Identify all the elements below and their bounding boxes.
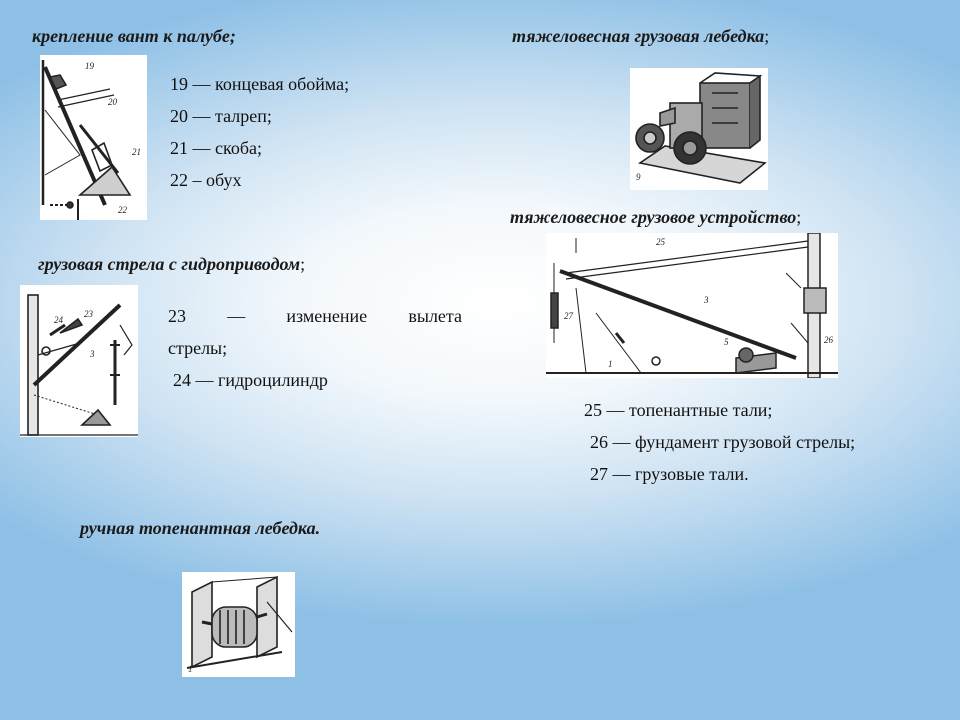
heading-text: крепление вант к палубе; xyxy=(32,26,236,46)
fig-label-24: 24 xyxy=(54,315,63,325)
legend-line: 24 — гидроцилиндр xyxy=(173,370,328,390)
hand-winch-drawing xyxy=(182,572,295,677)
fig-label-5: 5 xyxy=(724,337,729,347)
heading-heavy-cargo-device xyxy=(510,207,801,228)
fig-label-19: 19 xyxy=(85,61,94,71)
legend-item: 27 — грузовые тали. xyxy=(590,464,749,484)
fig-label-20: 20 xyxy=(108,97,117,107)
fig-label-3: 3 xyxy=(90,349,95,359)
fig-label-22: 22 xyxy=(118,205,127,215)
legend-word: вылета xyxy=(408,306,462,326)
fig-label-26: 26 xyxy=(824,335,833,345)
heading-suffix: ; xyxy=(764,26,770,46)
heading-shroud-fastening xyxy=(32,26,236,47)
heavy-winch-drawing xyxy=(630,68,768,190)
heading-hand-winch xyxy=(80,518,320,539)
legend-item: 20 — талреп; xyxy=(170,106,272,126)
figure-heavy-cargo-device xyxy=(546,233,838,378)
fig-label-21: 21 xyxy=(132,147,141,157)
heading-hydraulic-boom xyxy=(38,254,305,275)
legend-heavy-cargo-device xyxy=(584,394,855,490)
legend-line: стрелы; xyxy=(168,338,228,358)
shroud-fastening-drawing xyxy=(40,55,147,220)
legend-line xyxy=(168,300,462,332)
heading-text: грузовая стрела с гидроприводом xyxy=(38,254,301,274)
legend-shroud-fastening xyxy=(170,68,349,196)
figure-shroud-fastening xyxy=(40,55,147,220)
figure-heavy-winch xyxy=(630,68,768,190)
legend-word: — xyxy=(227,306,246,326)
heading-suffix: ; xyxy=(300,254,306,274)
heading-heavy-winch xyxy=(512,26,769,47)
fig-label-23: 23 xyxy=(84,309,93,319)
legend-item: 25 — топенантные тали; xyxy=(584,400,773,420)
fig-label-1: 1 xyxy=(608,359,613,369)
figure-hydraulic-boom xyxy=(20,285,138,437)
fig-label-27: 27 xyxy=(564,311,573,321)
heavy-cargo-device-drawing xyxy=(546,233,838,378)
fig-label-25: 25 xyxy=(656,237,665,247)
legend-item: 19 — концевая обойма; xyxy=(170,74,350,94)
fig-label-3: 3 xyxy=(704,295,709,305)
heading-suffix: ; xyxy=(796,207,802,227)
legend-word: 23 xyxy=(168,306,186,326)
legend-item: 22 – обух xyxy=(170,170,242,190)
hydraulic-boom-drawing xyxy=(20,285,138,437)
legend-item: 26 — фундамент грузовой стрелы; xyxy=(590,432,856,452)
legend-item: 21 — скоба; xyxy=(170,138,262,158)
heading-text: тяжеловесное грузовое устройство xyxy=(510,207,797,227)
heading-text: тяжеловесная грузовая лебедка xyxy=(512,26,765,46)
fig-label-1: 1 xyxy=(188,664,193,674)
legend-word: изменение xyxy=(286,306,368,326)
heading-text: ручная топенантная лебедка. xyxy=(80,518,321,538)
figure-hand-winch xyxy=(182,572,295,677)
fig-label-9: 9 xyxy=(636,172,641,182)
legend-hydraulic-boom xyxy=(168,300,462,396)
